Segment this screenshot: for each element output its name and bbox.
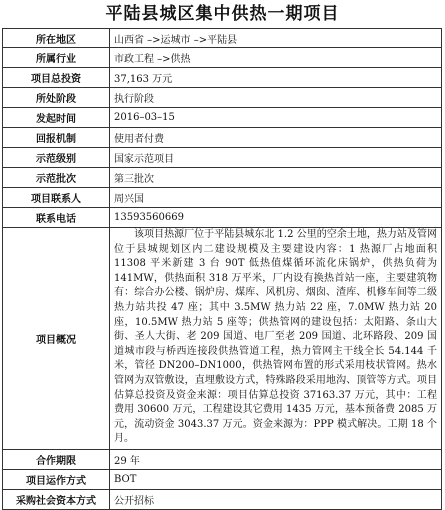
row-value-operation-mode: BOT	[110, 470, 442, 490]
row-label-demo-batch: 示范批次	[3, 168, 110, 188]
row-value-demo-batch: 第三批次	[110, 168, 442, 188]
row-value-cooperation-period: 29 年	[110, 450, 442, 470]
row-label-contact-phone: 联系电话	[3, 208, 110, 228]
row-label-contact-person: 项目联系人	[3, 188, 110, 208]
row-label-cooperation-period: 合作期限	[3, 450, 110, 470]
row-label-overview: 项目概况	[3, 228, 110, 450]
table-row	[3, 148, 442, 168]
project-info-table	[2, 28, 442, 510]
row-label-stage: 所处阶段	[3, 88, 110, 108]
row-label-region: 所在地区	[3, 29, 110, 48]
table-row	[3, 168, 442, 188]
table-row	[3, 490, 442, 510]
table-row	[3, 128, 442, 148]
row-value-region: 山西省 –>运城市 –>平陆县	[110, 29, 442, 48]
row-value-total-investment: 37,163 万元	[110, 68, 442, 88]
row-label-demo-level: 示范级别	[3, 148, 110, 168]
table-row	[3, 470, 442, 490]
page-title: 平陆县城区集中供热一期项目	[105, 4, 340, 24]
row-value-contact-person: 周兴国	[110, 188, 442, 208]
row-label-start-date: 发起时间	[3, 108, 110, 128]
row-label-industry: 所属行业	[3, 48, 110, 68]
row-label-return-mechanism: 回报机制	[3, 128, 110, 148]
row-value-industry: 市政工程 –>供热	[110, 48, 442, 68]
row-value-contact-phone: 13593560669	[110, 208, 442, 228]
row-value-start-date: 2016–03–15	[110, 108, 442, 128]
row-label-total-investment: 项目总投资	[3, 68, 110, 88]
table-row	[3, 188, 442, 208]
table-row	[3, 208, 442, 228]
row-value-procurement-method: 公开招标	[110, 490, 442, 510]
row-label-operation-mode: 项目运作方式	[3, 470, 110, 490]
row-value-overview: 该项目热源厂位于平陆县城东北 1.2 公里的空余土地，热力站及管网位于县城规划区内二建设规模及主要建设内容：1 热源厂占地面积 11308 平米新建 3 台 90T 低热值煤循环流化床锅炉，供热负荷为 141MW，供热面积 318 万平米，厂内设有换热首站一座，主要建筑物有：综合办公楼、锅炉房、煤库、风机房、烟囱、渣库、机修车间等二级热力站共投 47 座；其中 3.5MW 热力站 22 座，7.0MW 热力站 20 座，10.5MW 热力站 5 座等；供热管网的建设包括：太阳路、条山大街、圣人大街、老 209 国道、电厂至老 209 国道、北环路段、209 国道城市段与桥西连接段供热管道工程，热力管网主干线全长 54.144 千米，管径 DN200–DN1000，供热管网布置的形式采用枝状管网。热水管网为双管敷设，直埋敷设方式，特殊路段采用地沟、顶管等方式。项目估算总投资及资金来源：项目估算总投资 37163.37 万元，其中：工程费用 30600 万元，工程建设其它费用 1435 万元，基本预备费 2085 万元，流动资金 3043.37 万元。资金来源为：PPP 模式解决。工期 18 个月。	[110, 228, 442, 450]
table-row	[3, 228, 442, 450]
row-value-demo-level: 国家示范项目	[110, 148, 442, 168]
table-row	[3, 88, 442, 108]
table-row	[3, 48, 442, 68]
row-value-return-mechanism: 使用者付费	[110, 128, 442, 148]
table-row	[3, 68, 442, 88]
table-row	[3, 29, 442, 48]
table-row	[3, 108, 442, 128]
row-label-procurement-method: 采购社会资本方式	[3, 490, 110, 510]
table-row	[3, 450, 442, 470]
row-value-stage: 执行阶段	[110, 88, 442, 108]
